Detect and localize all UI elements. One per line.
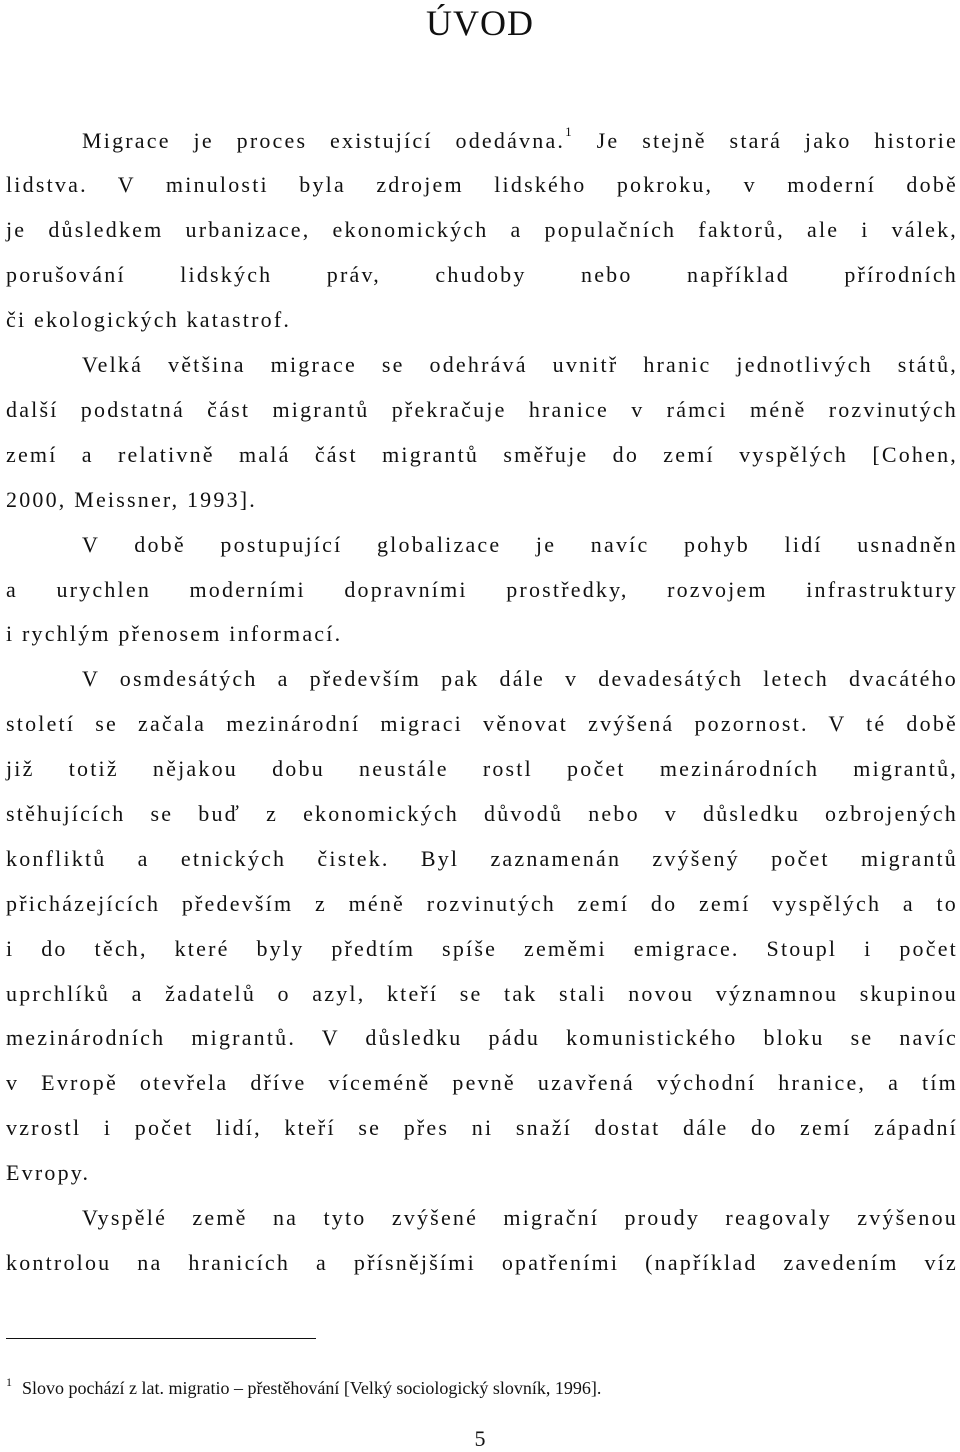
paragraph-1-line-2: lidstva. V minulosti byla zdrojem lidského pokroku, v moderní době [6,172,958,197]
paragraph-4-line-7: i do těch, které byly předtím spíše zeměmi emigrace. Stoupl i počet [6,936,958,961]
paragraph-2-line-2: další podstatná část migrantů překračuje hranice v rámci méně rozvinutých [6,397,958,422]
paragraph-1-line-4: porušování lidských práv, chudoby nebo například přírodních [6,262,958,287]
paragraph-5-line-2: kontrolou na hranicích a přísnějšími opatřeními (například zavedením víz [6,1250,958,1275]
paragraph-4-line-11: vzrostl i počet lidí, kteří se přes ni snaží dostat dále do zemí západní [6,1115,958,1140]
paragraph-2-line-4: 2000, Meissner, 1993]. [6,487,257,512]
paragraph-5-line-1: Vyspělé země na tyto zvýšené migrační proudy reagovaly zvýšenou [82,1205,958,1230]
paragraph-3-line-3: i rychlým přenosem informací. [6,621,343,646]
paragraph-4-line-8: uprchlíků a žadatelů o azyl, kteří se tak stali novou významnou skupinou [6,981,958,1006]
paragraph-1-line-5: či ekologických katastrof. [6,307,292,332]
paragraph-2-line-1: Velká většina migrace se odehrává uvnitř hranic jednotlivých států, [82,352,958,377]
paragraph-3-line-2: a urychlen moderními dopravními prostředky, rozvojem infrastruktury [6,577,958,602]
footnote-text: Slovo pochází z lat. migratio – přestěhování [Velký sociologický slovník, 1996]. [22,1378,602,1398]
page-title: ÚVOD [426,3,534,43]
paragraph-3-line-1: V době postupující globalizace je navíc pohyb lidí usnadněn [82,532,958,557]
footnote-mark: 1 [6,1375,12,1389]
paragraph-4-line-12: Evropy. [6,1160,91,1185]
paragraph-2-line-3: zemí a relativně malá část migrantů směřuje do zemí vyspělých [Cohen, [6,442,958,467]
paragraph-4-line-9: mezinárodních migrantů. V důsledku pádu komunistického bloku se navíc [6,1025,958,1050]
paragraph-1-line-3: je důsledkem urbanizace, ekonomických a populačních faktorů, ale i válek, [6,217,958,242]
paragraph-4-line-5: konfliktů a etnických čistek. Byl zaznamenán zvýšený počet migrantů [6,846,958,871]
paragraph-1-line-1 [82,124,958,158]
paragraph-4-line-2: století se začala mezinárodní migraci věnovat zvýšená pozornost. V té době [6,711,958,736]
footnote-separator [6,1338,316,1339]
text-run: Je stejně stará jako historie [573,128,958,153]
text-run: Migrace je proces existující odedávna. [82,128,566,153]
footnote-reference: 1 [565,124,574,139]
paragraph-4-line-6: přicházejících především z méně rozvinutých zemí do zemí vyspělých a to [6,891,958,916]
footnote [6,1375,602,1399]
paragraph-4-line-3: již totiž nějakou dobu neustále rostl počet mezinárodních migrantů, [6,756,958,781]
page-number: 5 [474,1426,486,1451]
paragraph-4-line-4: stěhujících se buď z ekonomických důvodů nebo v důsledku ozbrojených [6,801,958,826]
paragraph-4-line-10: v Evropě otevřela dříve víceméně pevně uzavřená východní hranice, a tím [6,1070,958,1095]
paragraph-4-line-1: V osmdesátých a především pak dále v devadesátých letech dvacátého [82,666,958,691]
